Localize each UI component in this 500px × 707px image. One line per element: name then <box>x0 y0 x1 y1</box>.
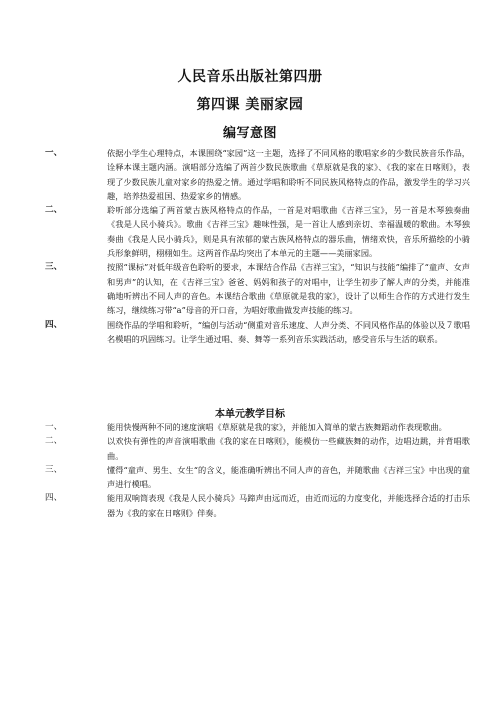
item-text: 能用双响筒表现《我是人民小骑兵》马蹄声由远而近，由近而远的力度变化，并能选择合适的打击乐器为《我的家在日喀则》伴奏。 <box>107 493 470 518</box>
goal-item <box>45 434 470 463</box>
document-title: 人民音乐出版社第四册 <box>177 69 323 85</box>
item-text: 按照“课标”对低年级音色聆听的要求，本课结合作品《吉祥三宝》，“知识与技能”编排了“童声、女声和男声”的认知，在《吉祥三宝》爸爸、妈妈和孩子的对唱中，让学生初步了解人声的分类，并能准确地听辨出不同人声的音色。本课结合歌曲《草原就是我的家》，设计了以师生合作的方式进行发生练习，继续练习带“a”母音的开口音，为唱好歌曲做发声技能的练习。 <box>107 262 470 316</box>
lesson-title: 第四课 美丽家园 <box>196 97 304 113</box>
item-number: 二、 <box>45 436 63 447</box>
intent-item <box>45 260 470 317</box>
item-text: 懂得“童声、男生、女生“的含义，能准确听辨出不同人声的音色，并随歌曲《吉祥三宝》中出现的童声进行模唱。 <box>107 464 470 490</box>
item-number: 一、 <box>45 148 63 158</box>
intent-item <box>45 146 470 203</box>
section-title-goals: 本单元教学目标 <box>215 409 285 420</box>
item-text: 以欢快有弹性的声音演唱歌曲《我的家在日喀则》，能模仿一些藏族舞的动作，边唱边跳，并背唱歌曲。 <box>107 436 470 461</box>
goals-list <box>45 420 470 520</box>
item-number: 二、 <box>45 205 63 216</box>
item-text: 能用快慢两种不同的速度演唱《草原就是我的家》，并能加入简单的蒙古族舞蹈动作表现歌曲。 <box>107 422 447 432</box>
section-title-intent: 编写意图 <box>222 126 277 141</box>
intent-item <box>45 318 470 347</box>
goal-item <box>45 463 470 492</box>
goal-item <box>45 420 470 434</box>
item-number: 四、 <box>45 319 63 330</box>
item-number: 四、 <box>45 493 63 504</box>
intent-list <box>45 146 470 346</box>
item-number: 三、 <box>45 464 63 475</box>
intent-item <box>45 203 470 260</box>
item-text: 围绕作品的学唱和聆听，“编创与活动“侧重对音乐速度、人声分类、不同风格作品的体验以及７歌唱名模唱的巩固练习。让学生通过唱、奏、舞等一系列音乐实践活动，感受音乐与生活的联系。 <box>107 319 470 344</box>
item-text: 依据小学生心理特点，本课围绕“家园”这一主题，选择了不同风格的歌唱家乡的少数民族音乐作品，诠释本课主题内涵。演唱部分选编了两首少数民族歌曲《草原就是我的家》、《我的家在日喀则》，表现了少数民族儿童对家乡的热爱之情。通过学唱和聆听不同民族风格特点的作品，激发学生的学习兴趣，培养热爱祖国、热爱家乡的情感。 <box>107 148 470 201</box>
goal-item <box>45 491 470 520</box>
item-number: 三、 <box>45 262 63 273</box>
item-text: 聆听部分选编了两首蒙古族风格特点的作品，一首是对唱歌曲《吉祥三宝》，另一首是木琴独奏曲《我是人民小骑兵》。歌曲《吉祥三宝》趣味性强，是一首让人感到亲切、幸福温暖的歌曲。木琴独奏曲《我是人民小骑兵》，则是具有浓郁的蒙古族风格特点的器乐曲，情绪欢快，音乐所描绘的小骑兵形象鲜明，栩栩如生。这两首作品均突出了本单元的主题——美丽家园。 <box>107 205 470 259</box>
item-number: 一、 <box>45 422 63 432</box>
